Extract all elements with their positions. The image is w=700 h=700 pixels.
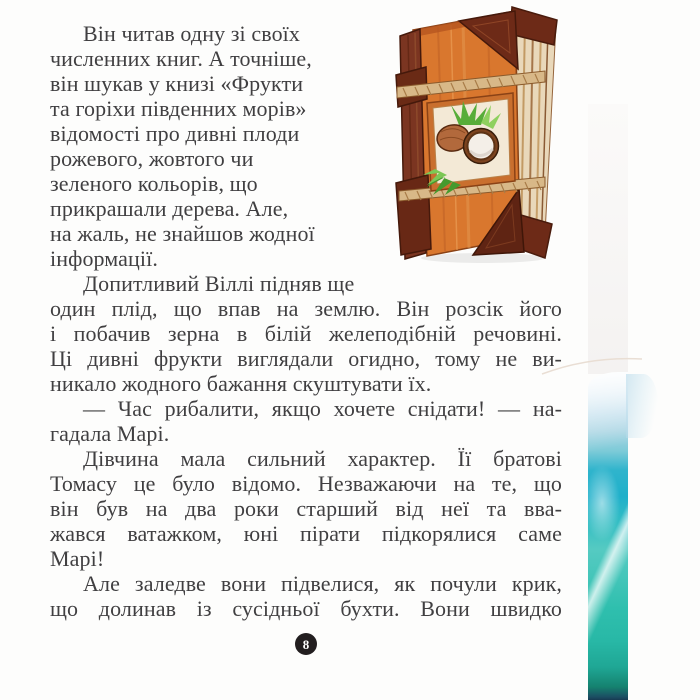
text-line: Марі! bbox=[50, 546, 105, 571]
text-line: Допитливий Віллі підняв ще bbox=[83, 271, 355, 296]
ocean-wave-fade bbox=[626, 374, 658, 438]
page-number-badge bbox=[295, 633, 317, 655]
coconut-half bbox=[464, 129, 499, 164]
text-line: що долинав із сусідньої бухти. Вони швидко bbox=[50, 596, 562, 621]
text-line: рожевого, жовтого чи bbox=[50, 146, 254, 171]
text-line: інформації. bbox=[50, 246, 158, 271]
text-line: на жаль, не знайшов жодної bbox=[50, 221, 315, 246]
text-line: Томасу це було відомо. Незважаючи на те, що bbox=[50, 471, 562, 496]
next-page-edge bbox=[588, 104, 628, 374]
page-number: 8 bbox=[302, 636, 310, 652]
text-line: і побачив зерна в білій желеподібній речовині. bbox=[50, 321, 562, 346]
text-line: численних книг. А точніше, bbox=[50, 46, 312, 71]
text-line: жався ватажком, юні пірати підкорялися саме bbox=[50, 521, 562, 546]
text-line: Він читав одну зі своїх bbox=[83, 21, 300, 46]
ocean-wave-image bbox=[588, 372, 628, 700]
text-line: никало жодного бажання скуштувати їх. bbox=[50, 371, 432, 396]
coconut-book-illustration bbox=[393, 3, 568, 265]
text-line: — Час рибалити, якщо хочете снідати! — на- bbox=[83, 396, 562, 421]
text-line: зеленого кольорів, що bbox=[50, 171, 258, 196]
text-line: Але заледве вони підвелися, як почули крик, bbox=[83, 571, 562, 596]
text-line: він шукав у книзі «Фрукти bbox=[50, 71, 304, 96]
text-line: прикрашали дерева. Але, bbox=[50, 196, 289, 221]
text-line: Ці дивні фрукти виглядали огидно, тому не ви- bbox=[50, 346, 562, 371]
text-line: гадала Марі. bbox=[50, 421, 170, 446]
text-line: Дівчина мала сильний характер. Її братові bbox=[83, 446, 562, 471]
text-line: він був на два роки старший від неї та вва- bbox=[50, 496, 562, 521]
text-line: та горіхи південних морів» bbox=[50, 96, 307, 121]
text-line: один плід, що впав на землю. Він розсік його bbox=[50, 296, 562, 321]
text-line: відомості про дивні плоди bbox=[50, 121, 300, 146]
